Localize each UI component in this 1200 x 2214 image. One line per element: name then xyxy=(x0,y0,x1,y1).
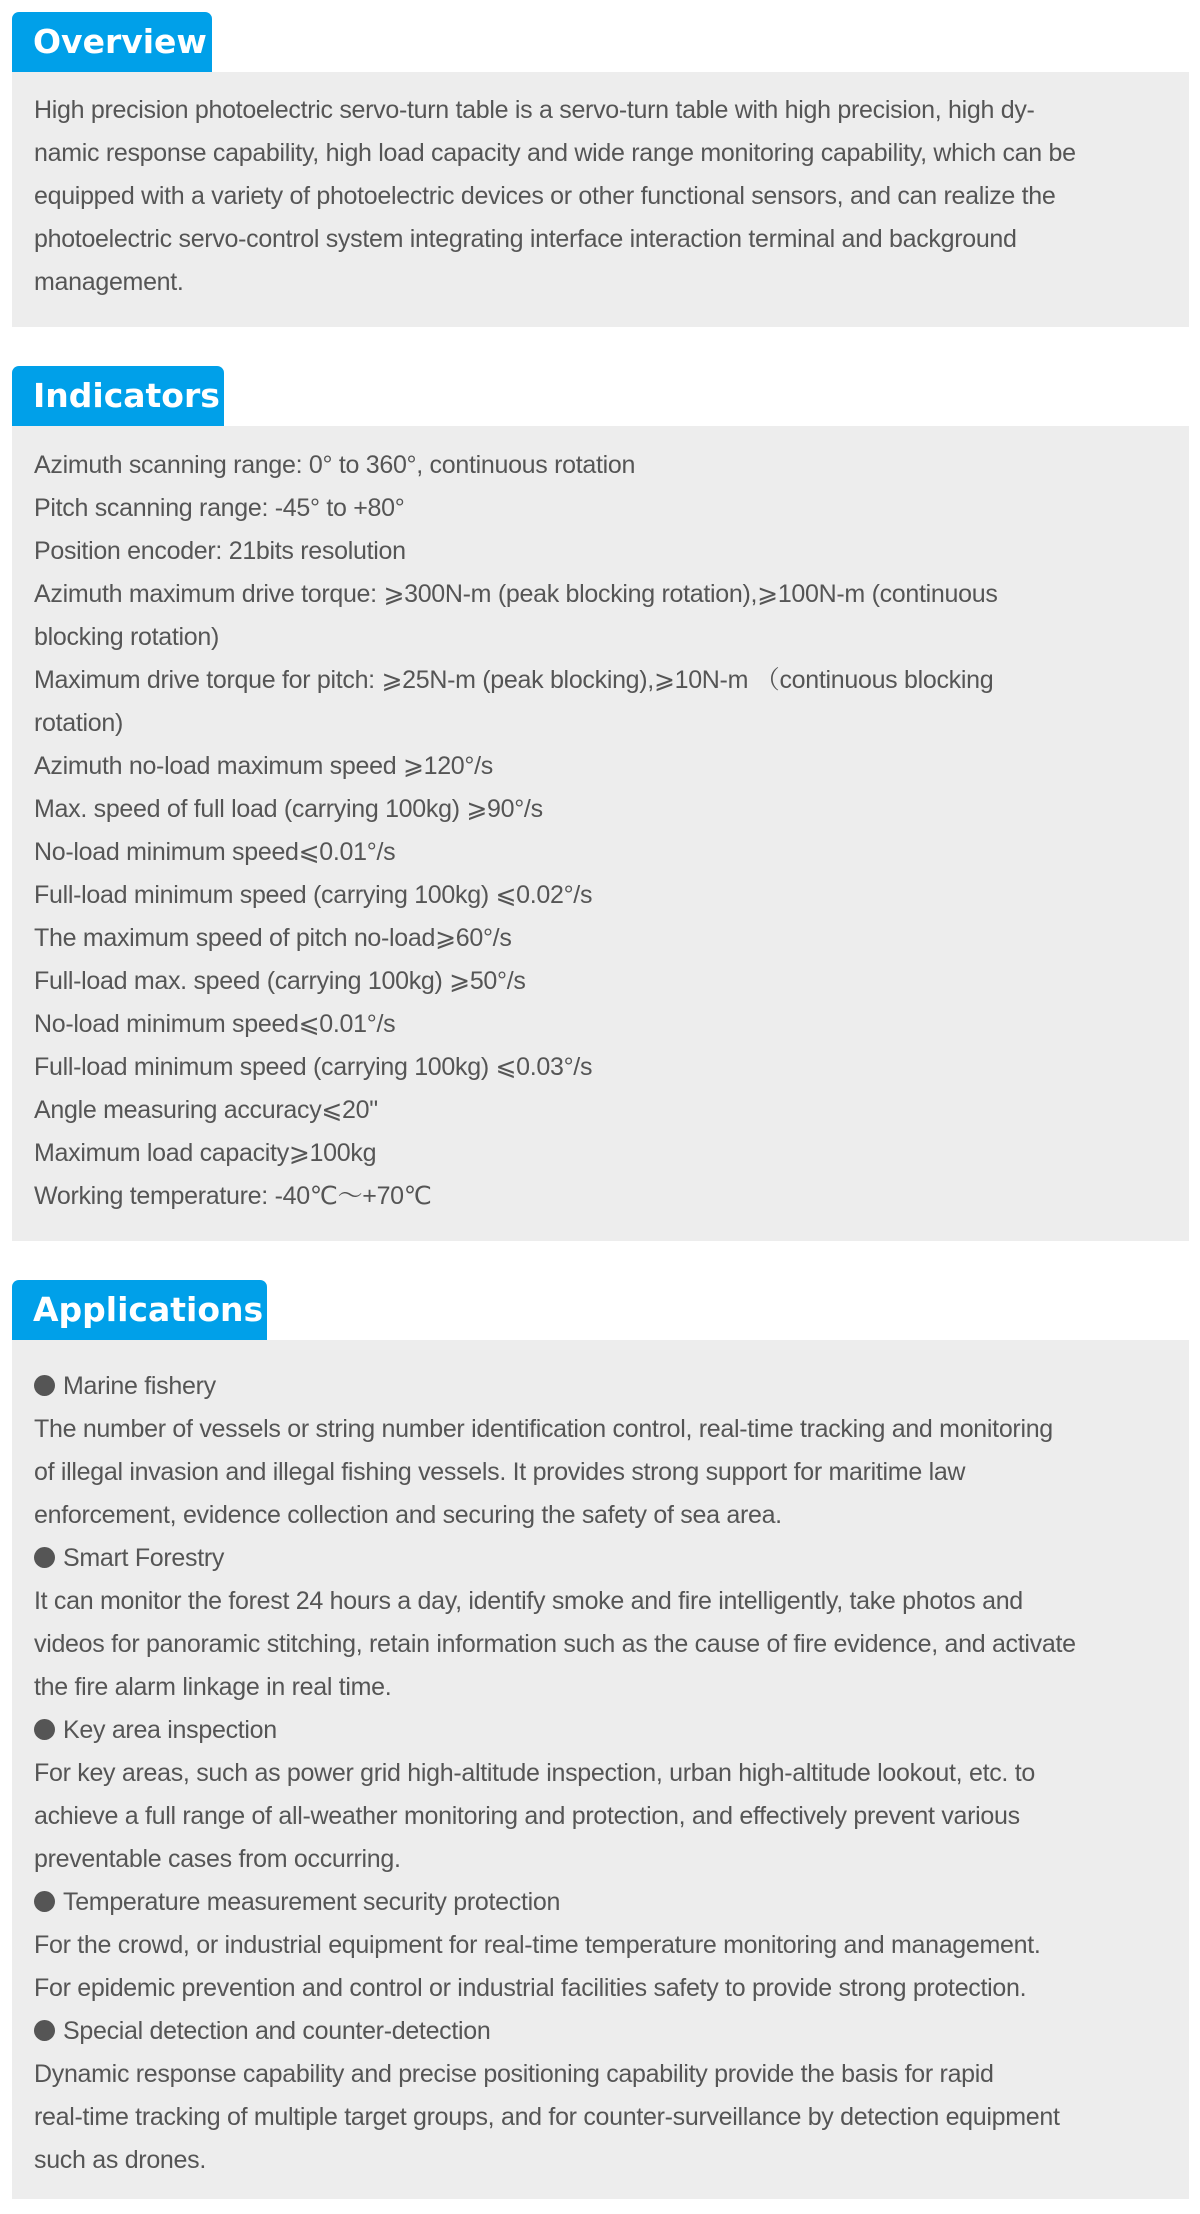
bullet-icon xyxy=(34,1719,55,1740)
indicator-line: blocking rotation) xyxy=(34,623,219,651)
indicator-line: Pitch scanning range: -45° to +80° xyxy=(34,494,405,522)
indicator-line: No-load minimum speed⩽0.01°/s xyxy=(34,1010,396,1038)
overview-text-line: photoelectric servo-control system integrating interface interaction terminal and background xyxy=(34,225,1017,253)
application-text-line: such as drones. xyxy=(34,2146,206,2174)
application-text-line: the fire alarm linkage in real time. xyxy=(34,1673,392,1701)
application-heading xyxy=(34,1537,1189,1580)
bullet-icon xyxy=(34,1891,55,1912)
application-heading-text: Special detection and counter-detection xyxy=(63,2017,491,2045)
application-text-line: preventable cases from occurring. xyxy=(34,1845,401,1873)
application-heading xyxy=(34,1881,1189,1924)
indicators-tab-heading: Indicators xyxy=(12,366,224,426)
indicator-line: Position encoder: 21bits resolution xyxy=(34,537,406,565)
application-text-line: of illegal invasion and illegal fishing vessels. It provides strong support for maritime law xyxy=(34,1458,966,1486)
bullet-icon xyxy=(34,1375,55,1396)
application-heading xyxy=(34,1709,1189,1752)
application-text-line: For the crowd, or industrial equipment for real-time temperature monitoring and management. xyxy=(34,1931,1041,1959)
indicator-line: Full-load minimum speed (carrying 100kg) ⩽0.02°/s xyxy=(34,881,593,909)
indicator-line: Azimuth maximum drive torque: ⩾300N-m (peak blocking rotation),⩾100N-m (continuous xyxy=(34,580,998,608)
application-heading xyxy=(34,1365,1189,1408)
overview-text-line: High precision photoelectric servo-turn table is a servo-turn table with high precision, high dy- xyxy=(34,96,1035,124)
application-text-line: The number of vessels or string number identification control, real-time tracking and monitoring xyxy=(34,1415,1053,1443)
indicator-line: Max. speed of full load (carrying 100kg) ⩾90°/s xyxy=(34,795,543,823)
application-text-line: For epidemic prevention and control or industrial facilities safety to provide strong protection. xyxy=(34,1974,1027,2002)
overview-text-line: management. xyxy=(34,268,184,296)
indicator-line: rotation) xyxy=(34,709,124,737)
bullet-icon xyxy=(34,1547,55,1568)
application-text-line: It can monitor the forest 24 hours a day, identify smoke and fire intelligently, take photos and xyxy=(34,1587,1023,1615)
indicator-line: Working temperature: -40℃～+70℃ xyxy=(34,1182,432,1210)
application-text-line: Dynamic response capability and precise positioning capability provide the basis for rapid xyxy=(34,2060,994,2088)
overview-text-line: namic response capability, high load capacity and wide range monitoring capability, which can be xyxy=(34,139,1076,167)
application-heading-text: Marine fishery xyxy=(63,1372,216,1400)
indicator-line: Maximum drive torque for pitch: ⩾25N-m (peak blocking),⩾10N-m （continuous blocking xyxy=(34,666,994,694)
indicator-line: Angle measuring accuracy⩽20" xyxy=(34,1096,378,1124)
application-text-line: enforcement, evidence collection and securing the safety of sea area. xyxy=(34,1501,782,1529)
application-heading xyxy=(34,2010,1189,2053)
application-heading-text: Key area inspection xyxy=(63,1716,277,1744)
application-text-line: achieve a full range of all-weather monitoring and protection, and effectively prevent various xyxy=(34,1802,1020,1830)
applications-tab-heading: Applications xyxy=(12,1280,267,1340)
application-text-line: For key areas, such as power grid high-altitude inspection, urban high-altitude lookout, etc. to xyxy=(34,1759,1035,1787)
application-heading-text: Temperature measurement security protection xyxy=(63,1888,561,1916)
indicator-line: Azimuth scanning range: 0° to 360°, continuous rotation xyxy=(34,451,636,479)
indicator-line: Azimuth no-load maximum speed ⩾120°/s xyxy=(34,752,493,780)
indicators-body xyxy=(12,426,1189,1241)
indicator-line: Full-load max. speed (carrying 100kg) ⩾50°/s xyxy=(34,967,526,995)
indicator-line: No-load minimum speed⩽0.01°/s xyxy=(34,838,396,866)
indicator-line: Maximum load capacity⩾100kg xyxy=(34,1139,377,1167)
bullet-icon xyxy=(34,2020,55,2041)
applications-body xyxy=(12,1340,1189,2199)
application-text-line: real-time tracking of multiple target groups, and for counter-surveillance by detection equipment xyxy=(34,2103,1060,2131)
indicator-line: The maximum speed of pitch no-load⩾60°/s xyxy=(34,924,512,952)
overview-tab-heading: Overview xyxy=(12,12,212,72)
indicator-line: Full-load minimum speed (carrying 100kg) ⩽0.03°/s xyxy=(34,1053,593,1081)
application-heading-text: Smart Forestry xyxy=(63,1544,225,1572)
application-text-line: videos for panoramic stitching, retain information such as the cause of fire evidence, and activate xyxy=(34,1630,1076,1658)
overview-body xyxy=(12,72,1189,327)
overview-text-line: equipped with a variety of photoelectric devices or other functional sensors, and can realize the xyxy=(34,182,1056,210)
